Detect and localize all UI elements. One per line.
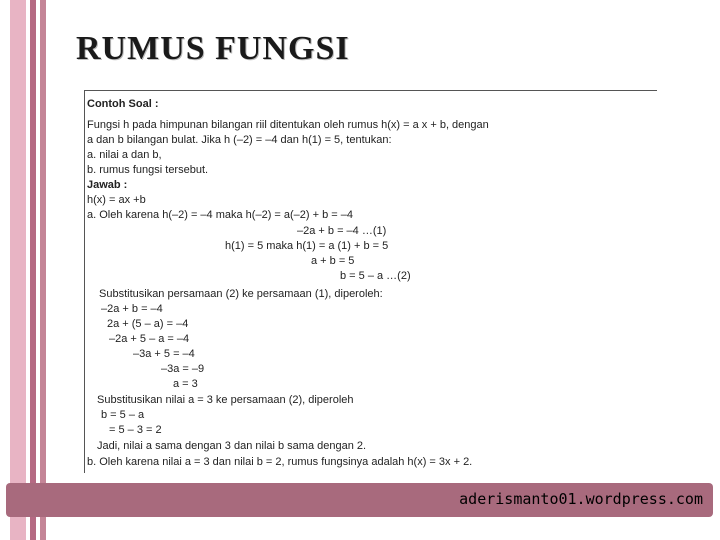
- slide-title: RUMUS FUNGSI: [76, 30, 350, 67]
- footer-website: aderismanto01.wordpress.com: [459, 490, 703, 508]
- solution-equation: b = 5 – a: [101, 409, 145, 421]
- footer-bar: [6, 483, 713, 517]
- example-problem-document: [84, 90, 657, 473]
- section-heading: Contoh Soal :: [87, 98, 159, 110]
- solution-equation: –3a = –9: [161, 363, 205, 375]
- solution-line: h(1) = 5 maka h(1) = a (1) + b = 5: [225, 240, 389, 252]
- problem-text-line: Fungsi h pada himpunan bilangan riil ditentukan oleh rumus h(x) = a x + b, dengan: [87, 119, 489, 131]
- solution-equation: = 5 – 3 = 2: [109, 424, 162, 436]
- solution-conclusion: Jadi, nilai a sama dengan 3 dan nilai b sama dengan 2.: [97, 440, 367, 452]
- solution-line: b. Oleh karena nilai a = 3 dan nilai b = 2, rumus fungsinya adalah h(x) = 3x + 2.: [87, 456, 473, 468]
- solution-line: Substitusikan persamaan (2) ke persamaan (1), diperoleh:: [99, 288, 383, 300]
- solution-equation: –3a + 5 = –4: [133, 348, 195, 360]
- solution-line: h(x) = ax +b: [87, 194, 146, 206]
- solution-equation: –2a + 5 – a = –4: [109, 333, 190, 345]
- solution-line: a. Oleh karena h(–2) = –4 maka h(–2) = a(–2) + b = –4: [87, 209, 353, 221]
- solution-equation: 2a + (5 – a) = –4: [107, 318, 189, 330]
- solution-equation: –2a + b = –4 …(1): [297, 225, 387, 237]
- problem-question: b. rumus fungsi tersebut.: [87, 164, 209, 176]
- solution-line: Substitusikan nilai a = 3 ke persamaan (2), diperoleh: [97, 394, 354, 406]
- decor-stripe-light: [10, 0, 26, 540]
- problem-text-line: a dan b bilangan bulat. Jika h (–2) = –4 dan h(1) = 5, tentukan:: [87, 134, 392, 146]
- answer-heading: Jawab :: [87, 179, 128, 191]
- decor-stripe-dark: [30, 0, 36, 540]
- decor-stripe-medium: [40, 0, 46, 540]
- solution-equation: a = 3: [173, 378, 198, 390]
- solution-equation: b = 5 – a …(2): [340, 270, 411, 282]
- problem-question: a. nilai a dan b,: [87, 149, 162, 161]
- solution-equation: a + b = 5: [311, 255, 355, 267]
- solution-equation: –2a + b = –4: [101, 303, 163, 315]
